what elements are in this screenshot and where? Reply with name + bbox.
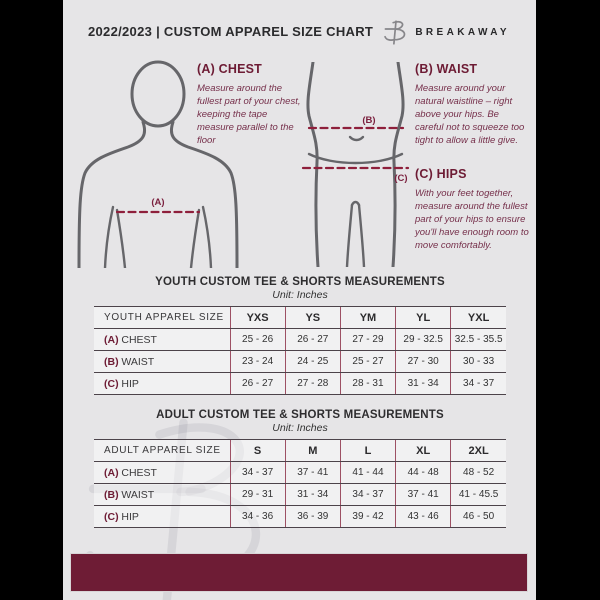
header-cell: YXL [451, 307, 506, 329]
hips-description: With your feet together, measure around the fullest part of your hips to ensure you'll have enough room to move comfortably. [415, 188, 529, 252]
value-cell: 32.5 - 35.5 [451, 329, 506, 351]
waist-description: Measure around your natural waistline – right above your hips. Be careful not to squeeze too tight to allow a little give. [415, 83, 525, 147]
row-prefix: (B) [104, 488, 119, 501]
header-cell: 2XL [451, 440, 506, 462]
value-cell: 26 - 27 [285, 329, 340, 351]
value-cell: 41 - 44 [340, 462, 395, 484]
value-cell: 44 - 48 [396, 462, 451, 484]
value-cell: 34 - 37 [230, 462, 285, 484]
header-cell: YS [285, 307, 340, 329]
row-prefix: (B) [104, 355, 119, 368]
value-cell: 27 - 28 [285, 373, 340, 395]
waist-heading: (B) WAIST [415, 62, 478, 76]
hips-heading: (C) HIPS [415, 167, 467, 181]
header-cell: XL [396, 440, 451, 462]
value-cell: 39 - 42 [340, 506, 395, 528]
row-label: CHEST [121, 466, 157, 479]
value-cell: 34 - 36 [230, 506, 285, 528]
brand-block [384, 19, 510, 46]
table-header-row [94, 307, 506, 329]
table-row [94, 484, 506, 506]
row-prefix: (A) [104, 466, 119, 479]
youth-size-table [94, 306, 506, 395]
value-cell: 34 - 37 [451, 373, 506, 395]
table-row [94, 462, 506, 484]
row-label-cell [94, 373, 230, 395]
page-title: 2022/2023 | CUSTOM APPAREL SIZE CHART [88, 24, 374, 39]
value-cell: 36 - 39 [285, 506, 340, 528]
youth-table-unit: Unit: Inches [272, 289, 328, 301]
header-cell: YXS [230, 307, 285, 329]
youth-table-section [94, 276, 506, 395]
value-cell: 27 - 29 [340, 329, 395, 351]
chest-heading: (A) CHEST [197, 62, 262, 76]
value-cell: 31 - 34 [285, 484, 340, 506]
value-cell: 28 - 31 [340, 373, 395, 395]
value-cell: 37 - 41 [285, 462, 340, 484]
adult-table-section [94, 409, 506, 528]
waist-tag-label: (B) [362, 115, 376, 126]
hips-tag-label: (C) [394, 173, 408, 184]
row-label: WAIST [121, 355, 155, 368]
hips-info [415, 167, 533, 253]
value-cell: 37 - 41 [396, 484, 451, 506]
adult-table-unit: Unit: Inches [272, 422, 328, 434]
row-label: WAIST [121, 488, 155, 501]
row-label: CHEST [121, 333, 157, 346]
lower-body-figure [293, 62, 418, 267]
value-cell: 30 - 33 [451, 351, 506, 373]
header-cell: YOUTH APPAREL SIZE [94, 307, 230, 329]
row-label: HIP [121, 377, 139, 390]
table-row [94, 506, 506, 528]
youth-table-title: YOUTH CUSTOM TEE & SHORTS MEASUREMENTS [155, 276, 445, 288]
value-cell: 29 - 32.5 [396, 329, 451, 351]
header-cell: YM [340, 307, 395, 329]
value-cell: 29 - 31 [230, 484, 285, 506]
footer-bar [70, 553, 528, 592]
header-cell: YL [396, 307, 451, 329]
adult-table-title: ADULT CUSTOM TEE & SHORTS MEASUREMENTS [156, 409, 444, 421]
header-cell: ADULT APPAREL SIZE [94, 440, 230, 462]
chest-description: Measure around the fullest part of your chest, keeping the tape measure parallel to the floor [197, 83, 301, 147]
row-label-cell [94, 329, 230, 351]
value-cell: 25 - 26 [230, 329, 285, 351]
row-label: HIP [121, 510, 139, 523]
header-cell: S [230, 440, 285, 462]
chest-info [197, 62, 303, 148]
row-label-cell [94, 506, 230, 528]
value-cell: 46 - 50 [451, 506, 506, 528]
chest-tag-label: (A) [151, 197, 165, 208]
row-prefix: (A) [104, 333, 119, 346]
table-row [94, 373, 506, 395]
row-prefix: (C) [104, 510, 119, 523]
value-cell: 26 - 27 [230, 373, 285, 395]
size-chart-document [63, 0, 536, 600]
value-cell: 25 - 27 [340, 351, 395, 373]
brand-name: BREAKAWAY [415, 27, 510, 38]
header-cell: M [285, 440, 340, 462]
row-label-cell [94, 462, 230, 484]
value-cell: 23 - 24 [230, 351, 285, 373]
value-cell: 43 - 46 [396, 506, 451, 528]
row-label-cell [94, 351, 230, 373]
table-row [94, 329, 506, 351]
row-prefix: (C) [104, 377, 119, 390]
value-cell: 34 - 37 [340, 484, 395, 506]
row-label-cell [94, 484, 230, 506]
value-cell: 24 - 25 [285, 351, 340, 373]
value-cell: 31 - 34 [396, 373, 451, 395]
value-cell: 48 - 52 [451, 462, 506, 484]
value-cell: 41 - 45.5 [451, 484, 506, 506]
value-cell: 27 - 30 [396, 351, 451, 373]
header-cell: L [340, 440, 395, 462]
waist-info [415, 62, 529, 148]
table-row [94, 351, 506, 373]
adult-size-table [94, 439, 506, 528]
table-header-row [94, 440, 506, 462]
breakaway-logo-icon [384, 19, 408, 46]
